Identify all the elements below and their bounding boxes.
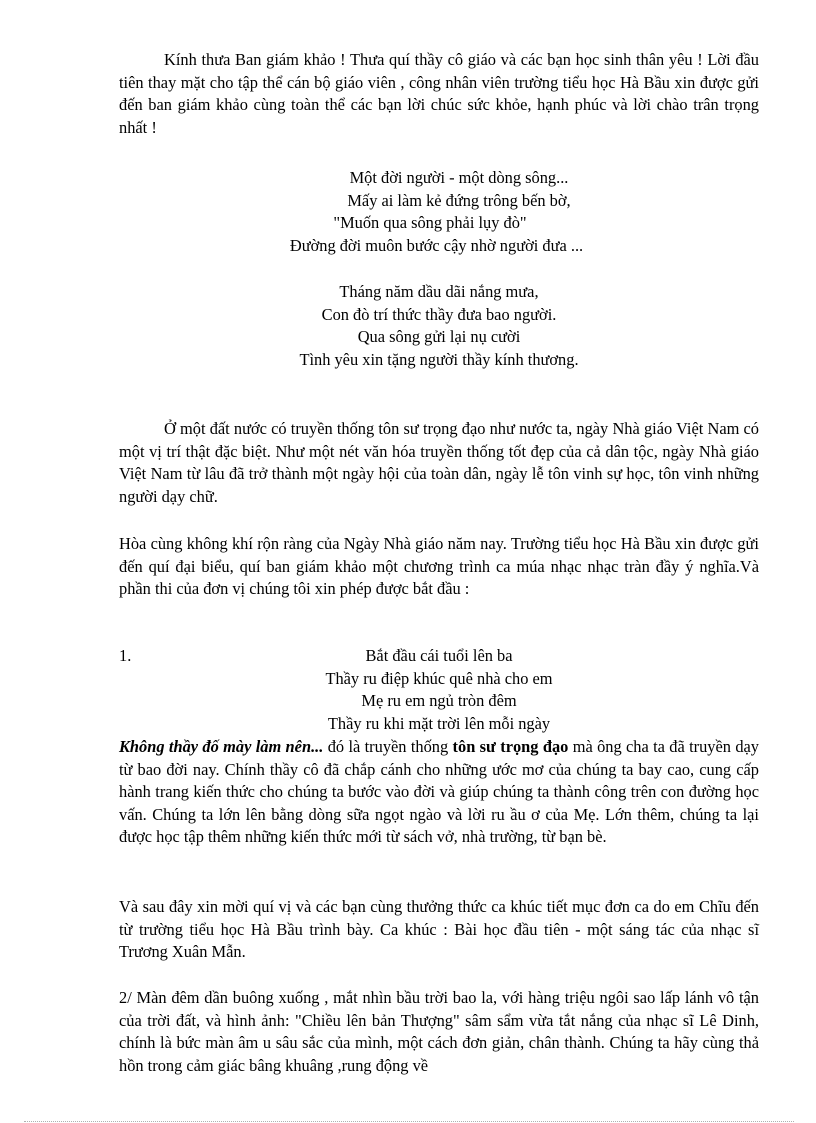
poem-line: Mấy ai làm kẻ đứng trông bến bờ, [347,190,571,210]
poem-stanza-1 [119,167,759,257]
poem-line: Tình yêu xin tặng người thầy kính thương. [299,349,579,369]
paragraph-program-intro: Hòa cùng không khí rộn ràng của Ngày Nhà giáo năm nay. Trường tiểu học Hà Bầu xin được gửi đến quí đại biểu, quí ban giám khảo một chương trình ca múa nhạc nhạc tràn đầy ý nghĩa.Và phần thi của đơn vị chúng tôi xin phép được bắt đầu : [119,534,759,599]
poem-line: Tháng năm dầu dãi nắng mưa, [339,282,539,301]
poem-line: Mẹ ru em ngủ tròn đêm [361,691,517,711]
poem-line: Qua sông gửi lại nụ cười [357,327,521,347]
paragraph-item-2: 2/ Màn đêm dần buông xuống , mắt nhìn bầu trời bao la, với hàng triệu ngôi sao lấp lánh vô tận của trời đất, và hình ảnh: "Chiều lên bản Thượng" sâm sẩm vừa tắt nắng của nhạc sĩ Lê Dinh, chính là bức màn âm u sâu sắc của mình, một cách đơn giản, chân thành. Chúng ta hãy cùng thả hồn trong cảm giác bâng khuâng ,rung động về [119,988,759,1075]
proverb-text: Không thầy đố mày làm nên... [119,737,324,756]
poem-line: Con đò trí thức thầy đưa bao người. [321,304,557,324]
poem-line: Bắt đầu cái tuổi lên ba [365,646,513,665]
intro-paragraph: Kính thưa Ban giám khảo ! Thưa quí thầy cô giáo và các bạn học sinh thân yêu ! Lời đầu tiên thay mặt cho tập thể cán bộ giáo viên , công nhân viên trường tiểu học Hà Bầu xin được gửi đến ban giám khảo cùng toàn thể các bạn lời chúc sức khỏe, hạnh phúc và lời chào trân trọng nhất ! [119,50,759,137]
poem-line: Thầy ru điệp khúc quê nhà cho em [325,668,553,688]
paragraph-tradition: Ở một đất nước có truyền thống tôn sư trọng đạo như nước ta, ngày Nhà giáo Việt Nam có một vị trí thật đặc biệt. Như một nét văn hóa truyền thống tốt đẹp của cả dân tộc, ngày Nhà giáo Việt Nam từ lâu đã trở thành một ngày hội của toàn dân, ngày lễ tôn vinh sự học, tôn vinh những người dạy chữ. [119,419,759,506]
poem-stanza-2 [119,281,759,371]
poem-line: Đường đời muôn bước cậy nhờ người đưa ... [289,235,584,255]
page-bottom-divider [24,1121,794,1122]
text-run: đó là truyền thống [323,737,453,756]
item-1-poem [119,645,759,735]
paragraph-song-intro: Và sau đây xin mời quí vị và các bạn cùng thưởng thức ca khúc tiết mục đơn ca do em Chĩu đến từ trường tiểu học Hà Bầu trình bày. Ca khúc : Bài học đầu tiên - một sáng tác của nhạc sĩ Trương Xuân Mẫn. [119,897,759,962]
poem-line: "Muốn qua sông phải lụy đò" [333,213,527,233]
poem-line: Thầy ru khi mặt trời lên mỗi ngày [327,713,551,733]
paragraph-teachers [119,736,759,849]
text-run: mà ông cha ta đã truyền dạy từ bao đời nay. Chính thầy cô đã chắp cánh cho những ước mơ của chúng ta bay cao, cung cấp hành trang kiến thức cho chúng ta bước vào đời và giúp chúng ta thành công trên con đường học vấn. Chúng ta lớn lên bằng dòng sữa ngọt ngào và lời ru ầu ơ của Mẹ. Lớn thêm, chúng ta lại được học tập thêm những kiến thức mới từ sách vở, nhà trường, từ bạn bè. [119,737,759,847]
poem-line: Một đời người - một dòng sông... [349,168,569,187]
emphasis-text: tôn sư trọng đạo [452,737,569,756]
item-number-1: 1. [119,646,132,665]
